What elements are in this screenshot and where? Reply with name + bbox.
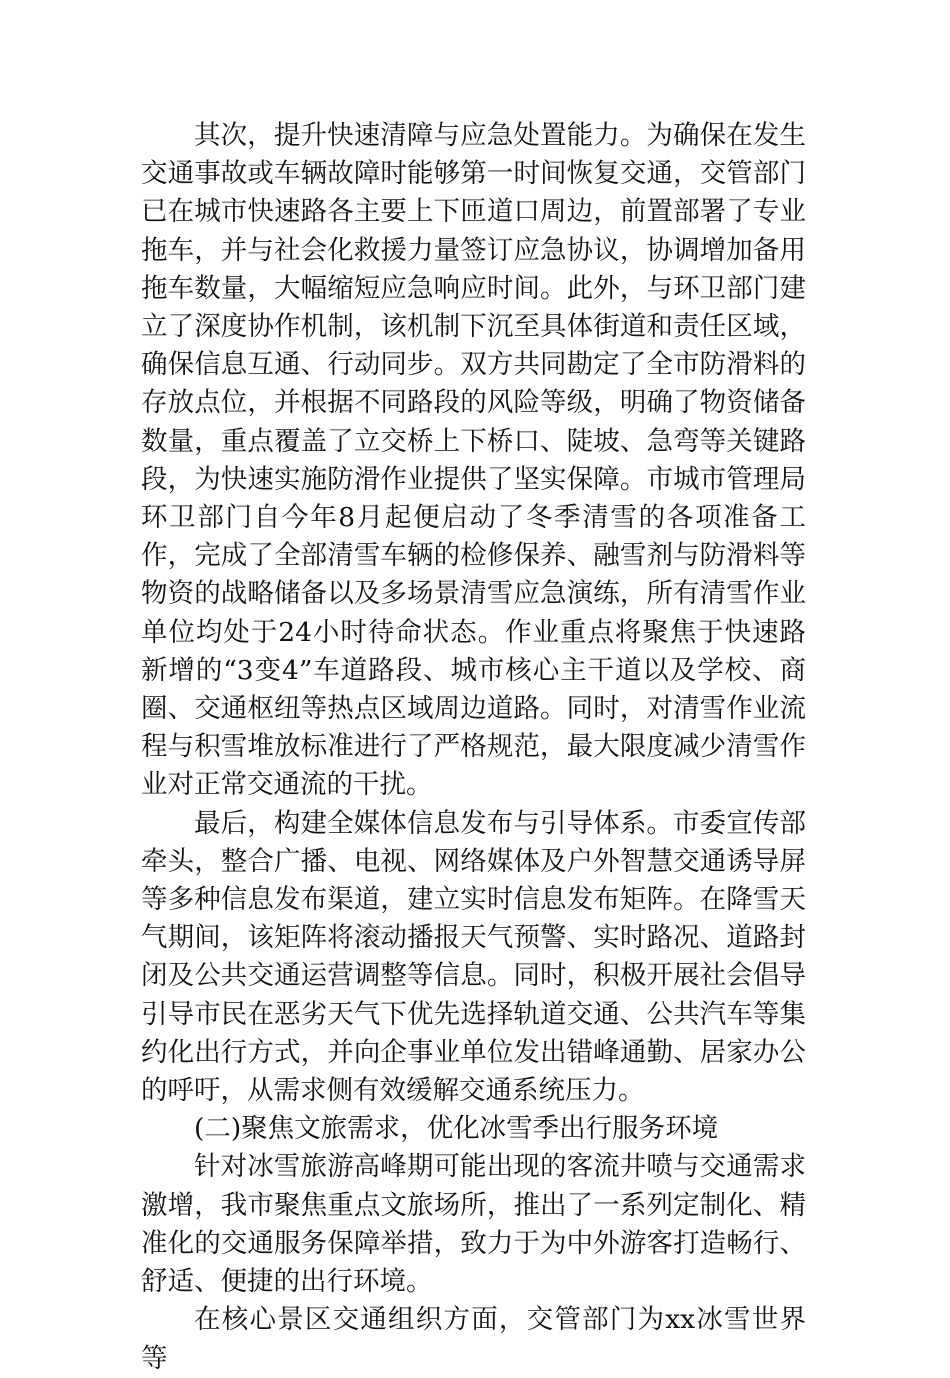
- paragraph-tourism-demand: 针对冰雪旅游高峰期可能出现的客流井喷与交通需求激增，我市聚焦重点文旅场所，推出了一系列定制化、精准化的交通服务保障举措，致力于为中外游客打造畅行、舒适、便捷的出行环境。: [141, 1151, 806, 1298]
- section-heading: (二)聚焦文旅需求，优化冰雪季出行服务环境: [194, 1113, 719, 1145]
- paragraph-scenic-traffic: 在核心景区交通组织方面，交管部门为xx冰雪世界等: [141, 1304, 806, 1374]
- paragraph-media-system: 最后，构建全媒体信息发布与引导体系。市委宣传部牵头，整合广播、电视、网络媒体及户外智慧交通诱导屏等多种信息发布渠道，建立实时信息发布矩阵。在降雪天气期间，该矩阵将滚动播报天气预警、实时路况、道路封闭及公共交通运营调整等信息。同时，积极开展社会倡导引导市民在恶劣天气下优先选择轨道交通、公共汽车等集约化出行方式，并向企事业单位发出错峰通勤、居家办公的呼吁，从需求侧有效缓解交通系统压力。: [141, 807, 806, 1107]
- document-body: [141, 117, 806, 1378]
- paragraph-rapid-clearance: 其次，提升快速清障与应急处置能力。为确保在发生交通事故或车辆故障时能够第一时间恢复交通，交管部门已在城市快速路各主要上下匝道口周边，前置部署了专业拖车，并与社会化救援力量签订应急协议，协调增加备用拖车数量，大幅缩短应急响应时间。此外，与环卫部门建立了深度协作机制，该机制下沉至具体街道和责任区域，确保信息互通、行动同步。双方共同勘定了全市防滑料的存放点位，并根据不同路段的风险等级，明确了物资储备数量，重点覆盖了立交桥上下桥口、陡坡、急弯等关键路段，为快速实施防滑作业提供了坚实保障。市城市管理局环卫部门自今年8月起便启动了冬季清雪的各项准备工作，完成了全部清雪车辆的检修保养、融雪剂与防滑料等物资的战略储备以及多场景清雪应急演练，所有清雪作业单位均处于24小时待命状态。作业重点将聚焦于快速路新增的“3变4”车道路段、城市核心主干道以及学校、商圈、交通枢纽等热点区域周边道路。同时，对清雪作业流程与积雪堆放标准进行了严格规范，最大限度减少清雪作业对正常交通流的干扰。: [141, 120, 806, 801]
